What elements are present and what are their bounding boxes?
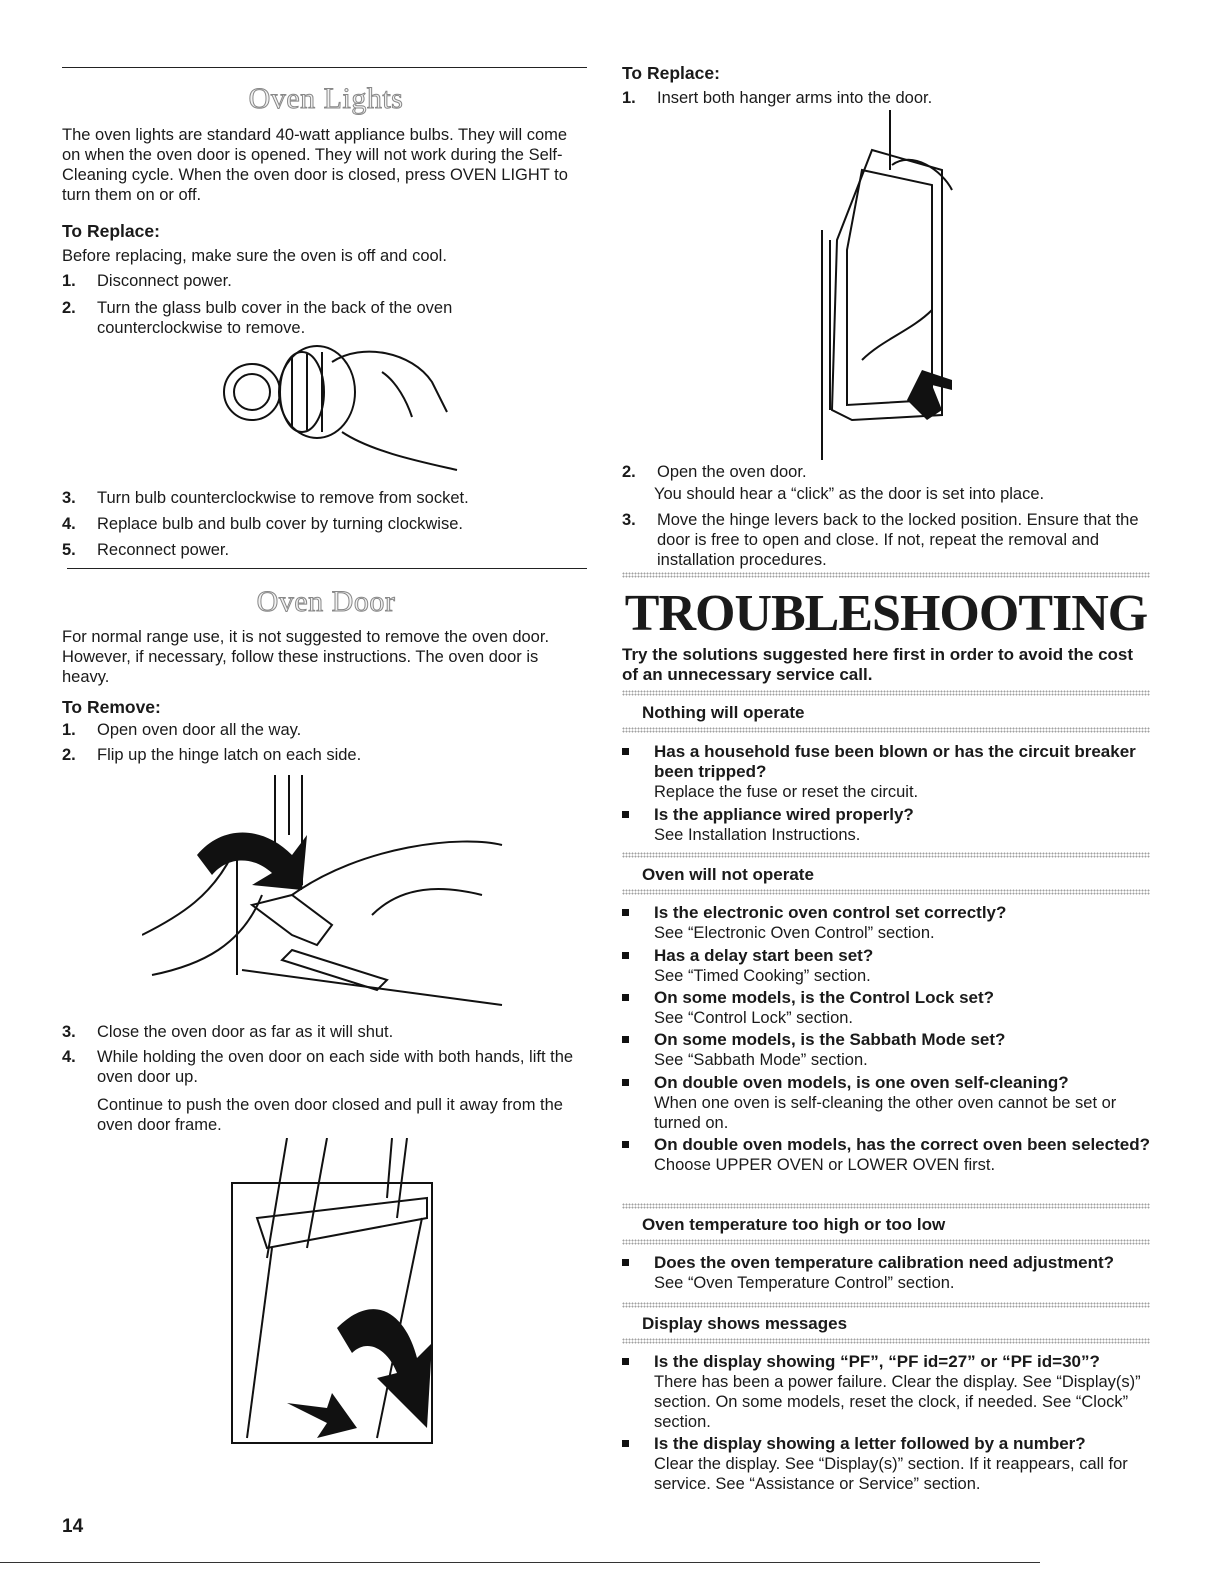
door-step-4: 4. While holding the oven door on each side with both hands, lift the oven door up. bbox=[62, 1048, 574, 1086]
replace-step-2: 2. Open the oven door. bbox=[622, 463, 807, 481]
dotted-rule bbox=[622, 727, 1150, 733]
trouble-item: Is the display showing “PF”, “PF id=27” or “PF id=30”? There has been a power failure. Clear the display. See “Display(s)” section. On some models, reset the clock, if needed. See “Clock” section. bbox=[622, 1352, 1150, 1432]
section-title-oven-lights: Oven Lights bbox=[248, 82, 404, 115]
door-install-illustration bbox=[802, 110, 972, 460]
troubleshooting-title: TROUBLESHOOTING bbox=[624, 585, 1148, 642]
trouble-item: On double oven models, is one oven self-cleaning? When one oven is self-cleaning the other oven cannot be set or turned on. bbox=[622, 1073, 1150, 1133]
category-heading: Nothing will operate bbox=[642, 703, 805, 722]
bullet-icon bbox=[622, 1440, 629, 1447]
light-step-1: 1. Disconnect power. bbox=[62, 272, 232, 290]
light-step-5: 5. Reconnect power. bbox=[62, 541, 230, 559]
trouble-item: On some models, is the Sabbath Mode set? See “Sabbath Mode” section. bbox=[622, 1030, 1150, 1070]
category-heading: Oven temperature too high or too low bbox=[642, 1215, 946, 1234]
bullet-icon bbox=[622, 1259, 629, 1266]
door-step-3: 3. Close the oven door as far as it will shut. bbox=[62, 1023, 394, 1041]
category-heading: Oven will not operate bbox=[642, 865, 814, 884]
trouble-item: Is the electronic oven control set correctly? See “Electronic Oven Control” section. bbox=[622, 903, 1150, 943]
dotted-rule bbox=[622, 889, 1150, 895]
door-removal-illustration bbox=[227, 1138, 467, 1448]
dotted-rule bbox=[622, 690, 1150, 696]
section-rule bbox=[67, 568, 587, 569]
trouble-item: On some models, is the Control Lock set? See “Control Lock” section. bbox=[622, 988, 1150, 1028]
page-number: 14 bbox=[62, 1516, 84, 1537]
bullet-icon bbox=[622, 952, 629, 959]
replace-step-2-note: You should hear a “click” as the door is set into place. bbox=[654, 485, 1045, 503]
dotted-rule bbox=[622, 1338, 1150, 1344]
replace-step-3: 3. Move the hinge levers back to the locked position. Ensure that the door is free to open and close. If not, repeat the removal and installation procedures. bbox=[622, 511, 1139, 569]
dotted-rule bbox=[622, 1239, 1150, 1245]
bulb-cover-illustration bbox=[222, 342, 502, 482]
dotted-rule bbox=[622, 852, 1150, 858]
bullet-icon bbox=[622, 811, 629, 818]
replace-note: Before replacing, make sure the oven is off and cool. bbox=[62, 247, 447, 265]
dotted-rule bbox=[622, 1302, 1150, 1308]
bullet-icon bbox=[622, 748, 629, 755]
replace-step-1: 1. Insert both hanger arms into the door. bbox=[622, 89, 933, 107]
light-step-2: 2. Turn the glass bulb cover in the back of the oven counterclockwise to remove. bbox=[62, 299, 453, 337]
bullet-icon bbox=[622, 1036, 629, 1043]
troubleshooting-intro: Try the solutions suggested here first in order to avoid the cost of an unnecessary service call. bbox=[622, 645, 1134, 684]
door-step-1: 1. Open oven door all the way. bbox=[62, 721, 302, 739]
bullet-icon bbox=[622, 909, 629, 916]
oven-lights-intro: The oven lights are standard 40-watt appliance bulbs. They will come on when the oven door is opened. They will not work during the Self-Cleaning cycle. When the oven door is closed, press OVEN LIGHT to turn them on or off. bbox=[62, 126, 568, 204]
light-step-3: 3. Turn bulb counterclockwise to remove from socket. bbox=[62, 489, 469, 507]
trouble-item: Is the appliance wired properly? See Installation Instructions. bbox=[622, 805, 1150, 845]
trouble-item: Is the display showing a letter followed by a number? Clear the display. See “Display(s)” section. If it reappears, call for service. See “Assistance or Service” section. bbox=[622, 1434, 1150, 1494]
bullet-icon bbox=[622, 1141, 629, 1148]
trouble-item: Has a delay start been set? See “Timed Cooking” section. bbox=[622, 946, 1150, 986]
trouble-item: Does the oven temperature calibration need adjustment? See “Oven Temperature Control” section. bbox=[622, 1253, 1150, 1293]
to-remove-heading: To Remove: bbox=[62, 697, 161, 717]
hinge-latch-illustration bbox=[142, 775, 582, 1015]
light-step-4: 4. Replace bulb and bulb cover by turning clockwise. bbox=[62, 515, 463, 533]
section-rule bbox=[62, 67, 587, 68]
trouble-item: Has a household fuse been blown or has the circuit breaker been tripped? Replace the fuse or reset the circuit. bbox=[622, 742, 1150, 802]
to-replace-heading: To Replace: bbox=[62, 221, 160, 241]
to-replace-heading-door: To Replace: bbox=[622, 63, 720, 83]
door-continue-text: Continue to push the oven door closed and pull it away from the oven door frame. bbox=[97, 1096, 563, 1134]
dotted-rule bbox=[622, 1203, 1150, 1209]
dotted-rule bbox=[622, 572, 1150, 578]
page-bottom-rule bbox=[0, 1562, 1040, 1563]
bullet-icon bbox=[622, 1079, 629, 1086]
trouble-item: On double oven models, has the correct oven been selected? Choose UPPER OVEN or LOWER OVEN first. bbox=[622, 1135, 1150, 1175]
bullet-icon bbox=[622, 1358, 629, 1365]
category-heading: Display shows messages bbox=[642, 1314, 848, 1333]
bullet-icon bbox=[622, 994, 629, 1001]
section-title-oven-door: Oven Door bbox=[256, 585, 396, 618]
oven-door-intro: For normal range use, it is not suggested to remove the oven door. However, if necessary, follow these instructions. The oven door is heavy. bbox=[62, 628, 550, 686]
door-step-2: 2. Flip up the hinge latch on each side. bbox=[62, 746, 362, 764]
